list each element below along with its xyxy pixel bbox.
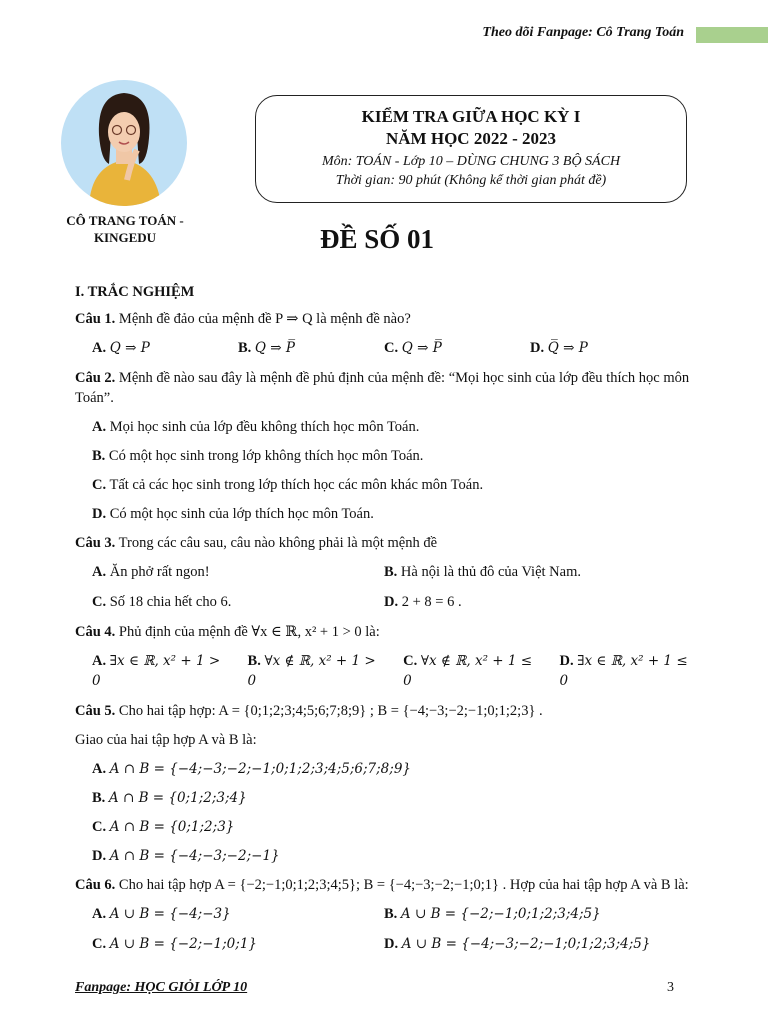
option-b: B. ∀x ∉ ℝ, x² + 1 > 0 xyxy=(247,653,376,689)
question-text: Cho hai tập hợp A = {−2;−1;0;1;2;3;4;5}; B = {−4;−3;−2;−1;0;1} . Hợp của hai tập hợp A và B là: xyxy=(118,877,689,893)
question-5-subtext: Giao của hai tập hợp A và B là: xyxy=(75,732,257,748)
exam-title: KIỂM TRA GIỮA HỌC KỲ I xyxy=(361,107,581,126)
section-heading: I. TRẮC NGHIỆM xyxy=(75,284,195,300)
option-b: B. Q ⇒ P̅ xyxy=(238,340,295,356)
question-1 xyxy=(75,309,715,329)
option-d: D. Q̅ ⇒ P xyxy=(530,340,588,356)
question-4 xyxy=(75,622,715,642)
option-a: A. ∃x ∈ ℝ, x² + 1 > 0 xyxy=(92,653,221,689)
question-3-options-row1 xyxy=(92,562,715,582)
exam-info-box xyxy=(255,95,687,203)
fanpage-header: Theo dõi Fanpage: Cô Trang Toán xyxy=(482,25,684,40)
question-text: Mệnh đề đảo của mệnh đề P ⇒ Q là mệnh đề nào? xyxy=(118,311,411,327)
option-d: D. ∃x ∈ ℝ, x² + 1 ≤ 0 xyxy=(559,653,688,689)
option-a: A. A ∪ B = {−4;−3} xyxy=(92,906,231,922)
question-label: Câu 4. xyxy=(75,624,116,640)
page-number: 3 xyxy=(667,980,674,995)
question-2 xyxy=(75,368,715,408)
option-d: D. A ∪ B = {−4;−3;−2;−1;0;1;2;3;4;5} xyxy=(384,936,651,952)
option-a: A. Mọi học sinh của lớp đều không thích học môn Toán. xyxy=(92,419,420,435)
question-label: Câu 1. xyxy=(75,311,116,327)
exam-year: NĂM HỌC 2022 - 2023 xyxy=(386,129,556,148)
question-6-options-row2 xyxy=(92,934,715,954)
exam-subject: Môn: TOÁN - Lớp 10 – DÙNG CHUNG 3 BỘ SÁCH xyxy=(321,154,621,169)
option-c: C. A ∪ B = {−2;−1;0;1} xyxy=(92,936,257,952)
option-d: D. 2 + 8 = 6 . xyxy=(384,594,462,610)
option-c: C. Số 18 chia hết cho 6. xyxy=(92,594,232,610)
option-a: A. Q ⇒ P xyxy=(92,340,150,356)
option-a: A. Ăn phở rất ngon! xyxy=(92,564,210,580)
question-6 xyxy=(75,875,715,895)
option-c: C. A ∩ B = {0;1;2;3} xyxy=(92,819,235,835)
footer-fanpage: Fanpage: HỌC GIỎI LỚP 10 xyxy=(75,980,248,995)
question-3-options-row2 xyxy=(92,592,715,612)
question-text: Mệnh đề nào sau đây là mệnh đề phủ định của mệnh đề: “Mọi học sinh của lớp đều thích học môn Toán”. xyxy=(75,370,690,406)
question-3 xyxy=(75,533,715,553)
option-d: D. A ∩ B = {−4;−3;−2;−1} xyxy=(92,848,280,864)
question-text: Phủ định của mệnh đề ∀x ∈ ℝ, x² + 1 > 0 là: xyxy=(118,624,380,640)
option-c: C. Tất cả các học sinh trong lớp thích học các môn khác môn Toán. xyxy=(92,477,484,493)
option-b: B. Có một học sinh trong lớp không thích học môn Toán. xyxy=(92,448,424,464)
question-text: Trong các câu sau, câu nào không phải là một mệnh đề xyxy=(118,535,438,551)
question-label: Câu 2. xyxy=(75,370,116,386)
option-d: D. Có một học sinh của lớp thích học môn Toán. xyxy=(92,506,374,522)
exam-time: Thời gian: 90 phút (Không kể thời gian phát đề) xyxy=(335,173,607,188)
question-5 xyxy=(75,701,715,721)
question-label: Câu 6. xyxy=(75,877,116,893)
question-4-options xyxy=(92,651,715,691)
option-a: A. A ∩ B = {−4;−3;−2;−1;0;1;2;3;4;5;6;7;8;9} xyxy=(92,761,411,777)
question-label: Câu 5. xyxy=(75,703,116,719)
option-b: B. A ∪ B = {−2;−1;0;1;2;3;4;5} xyxy=(384,906,601,922)
option-b: B. Hà nội là thủ đô của Việt Nam. xyxy=(384,564,581,580)
header-accent-bar xyxy=(696,27,768,43)
question-text: Cho hai tập hợp: A = {0;1;2;3;4;5;6;7;8;9} ; B = {−4;−3;−2;−1;0;1;2;3} . xyxy=(118,703,543,719)
author-avatar xyxy=(61,80,187,206)
question-1-options xyxy=(92,338,715,358)
exam-content xyxy=(75,284,715,964)
option-c: C. ∀x ∉ ℝ, x² + 1 ≤ 0 xyxy=(403,653,533,689)
option-c: C. Q ⇒ P̅ xyxy=(384,340,442,356)
option-b: B. A ∩ B = {0;1;2;3;4} xyxy=(92,790,247,806)
question-6-options-row1 xyxy=(92,904,715,924)
question-label: Câu 3. xyxy=(75,535,116,551)
exam-code-title: ĐỀ SỐ 01 xyxy=(320,224,435,254)
author-name: CÔ TRANG TOÁN - KINGEDU xyxy=(66,213,184,245)
